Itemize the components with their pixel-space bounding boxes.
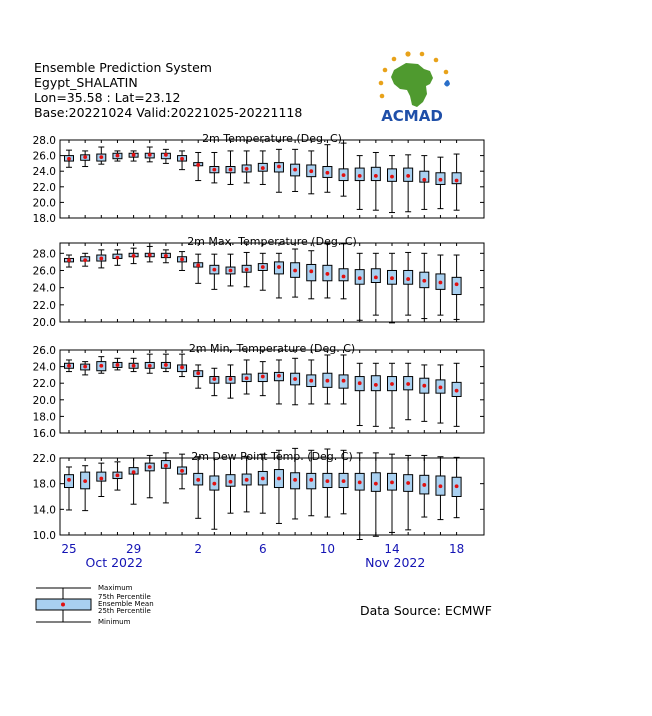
y-tick-label: 22.0: [32, 181, 56, 194]
logo-text: ACMAD: [381, 107, 443, 125]
x-month-label: Oct 2022: [85, 555, 143, 570]
y-tick-label: 22.0: [32, 453, 56, 465]
legend-label-p25: 25th Percentile: [98, 607, 151, 615]
y-tick-label: 20.0: [32, 394, 56, 407]
y-tick-label: 18.0: [32, 213, 56, 225]
panel-title: 2m Dew Point Temp. (Deg. C): [191, 450, 353, 463]
y-tick-label: 20.0: [32, 197, 56, 210]
y-tick-label: 26.0: [32, 150, 56, 163]
legend-label-p75: 75th Percentile: [98, 593, 151, 601]
panel-title: 2m Temperature (Deg. C): [202, 132, 342, 145]
legend-mean-dot: [61, 603, 65, 607]
header-base-valid-dates: Base:20221024 Valid:20221025-20221118: [34, 105, 303, 120]
y-tick-label: 18.0: [32, 411, 56, 424]
x-month-label: Nov 2022: [365, 555, 426, 570]
x-day-label: 14: [384, 542, 400, 556]
x-day-label: 18: [448, 542, 465, 556]
x-day-label: 25: [61, 542, 77, 556]
y-tick-label: 14.0: [32, 504, 56, 517]
data-source-label: Data Source: ECMWF: [360, 603, 492, 618]
y-tick-label: 28.0: [32, 135, 56, 147]
y-tick-label: 22.0: [32, 378, 56, 391]
x-day-label: 29: [125, 542, 142, 556]
header-coordinates: Lon=35.58 : Lat=23.12: [34, 90, 181, 105]
x-day-label: 6: [258, 542, 267, 556]
y-tick-label: 28.0: [32, 248, 56, 261]
legend-label-mean: Ensemble Mean: [98, 600, 154, 608]
y-tick-label: 26.0: [32, 265, 56, 278]
y-tick-label: 16.0: [32, 428, 56, 440]
header-system-title: Ensemble Prediction System: [34, 60, 212, 75]
legend-label-minimum: Minimum: [98, 618, 131, 626]
panel-title: 2m Max. Temperature (Deg. C): [187, 235, 357, 248]
x-day-label: 10: [319, 542, 336, 556]
x-day-label: 2: [194, 542, 203, 556]
y-tick-label: 20.0: [32, 317, 56, 329]
y-tick-label: 22.0: [32, 299, 56, 312]
panel-title: 2m Min. Temperature (Deg. C): [188, 342, 356, 355]
y-tick-label: 10.0: [32, 530, 56, 542]
legend-label-maximum: Maximum: [98, 584, 133, 592]
y-tick-label: 24.0: [32, 282, 56, 295]
y-tick-label: 26.0: [32, 345, 56, 357]
y-tick-label: 24.0: [32, 166, 56, 179]
y-tick-label: 24.0: [32, 361, 56, 374]
header-station-name: Egypt_SHALATIN: [34, 75, 138, 90]
y-tick-label: 18.0: [32, 478, 56, 491]
